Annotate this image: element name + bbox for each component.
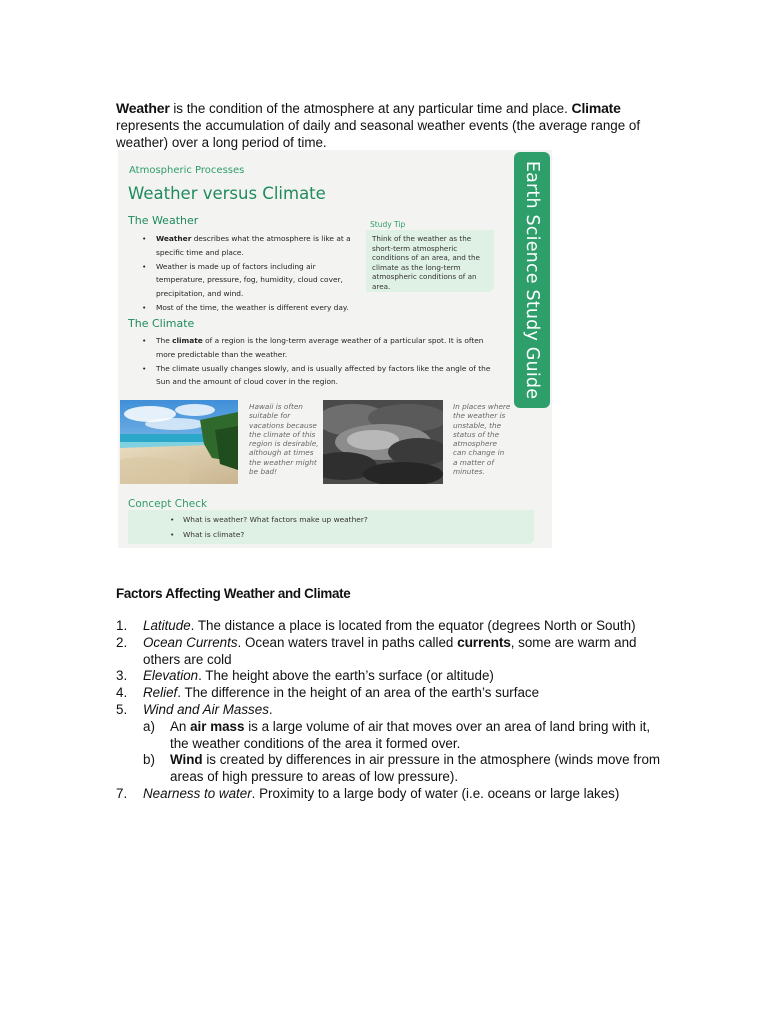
weather-bullet: • Weather is made up of factors including air temperature, pressure, fog, humidity, cloud cover, precipitation, and wind.: [128, 260, 360, 301]
study-tip-text: Think of the weather as the short-term atmospheric conditions of an area, and the climate as the long-term atmospheric conditions of an area.: [372, 234, 480, 291]
intro-paragraph: [116, 100, 664, 151]
sub-list-item: a) An air mass is a large volume of air that moves over an area of land bring with it, the weather conditions of the area it formed over.: [143, 718, 651, 751]
study-tip-box: [366, 230, 494, 292]
list-item: 2. Ocean Currents. Ocean waters travel in paths called currents, some are warm and others are cold: [116, 634, 637, 667]
study-guide-figure: [118, 150, 552, 548]
weather-heading: The Weather: [128, 214, 199, 227]
factors-heading: Factors Affecting Weather and Climate: [116, 586, 351, 601]
weather-bullet: • Most of the time, the weather is different every day.: [128, 301, 360, 315]
weather-bullet: • Weather describes what the atmosphere is like at a specific time and place.: [128, 232, 360, 260]
climate-heading: The Climate: [128, 317, 195, 330]
concept-check-box: [128, 510, 534, 544]
concept-item: • What is climate?: [128, 528, 534, 543]
weather-bullets: [128, 232, 360, 315]
list-item: 1. Latitude. The distance a place is located from the equator (degrees North or South): [116, 618, 636, 633]
list-item: 3. Elevation. The height above the earth’s surface (or altitude): [116, 668, 494, 684]
storm-caption: In places where the weather is unstable, the status of the atmosphere can change in a matter of minutes.: [453, 402, 511, 477]
figure-eyebrow: Atmospheric Processes: [129, 165, 245, 176]
weather-definition: is the condition of the atmosphere at any particular time and place.: [169, 101, 572, 117]
climate-bullet: • The climate usually changes slowly, and is usually affected by factors like the angle of the Sun and the amount of cloud cover in the region.: [128, 362, 500, 390]
climate-bullet: • The climate of a region is the long-term average weather of a particular spot. It is often more predictable than the weather.: [128, 334, 500, 362]
list-item: 4. Relief. The difference in the height of an area of the earth’s surface: [116, 685, 540, 701]
factor-list: [116, 618, 664, 803]
sub-list-item: b) Wind is created by differences in air pressure in the atmosphere (winds move from areas of high pressure to areas of low pressure).: [143, 752, 661, 785]
side-tab-label: Earth Science Study Guide: [522, 160, 542, 400]
figure-title: Weather versus Climate: [128, 184, 326, 203]
concept-check-label: Concept Check: [128, 498, 208, 510]
storm-clouds-photo: [323, 400, 443, 484]
list-item: 5. Wind and Air Masses.: [116, 701, 273, 717]
hawaii-caption: Hawaii is often suitable for vacations because the climate of this region is desirable, although at times the weather might be bad!: [249, 402, 319, 477]
list-item: 7. Nearness to water. Proximity to a large body of water (i.e. oceans or large lakes): [116, 785, 620, 801]
climate-bullets: [128, 334, 500, 389]
climate-term: Climate: [571, 100, 621, 117]
weather-term: Weather: [116, 100, 170, 117]
side-tab: [514, 152, 550, 408]
climate-definition: represents the accumulation of daily and seasonal weather events (the average range of weather) over a long period of time.: [116, 118, 641, 151]
beach-photo: [120, 400, 238, 484]
concept-item: • What is weather? What factors make up weather?: [128, 513, 534, 528]
study-tip-label: Study Tip: [370, 220, 406, 229]
